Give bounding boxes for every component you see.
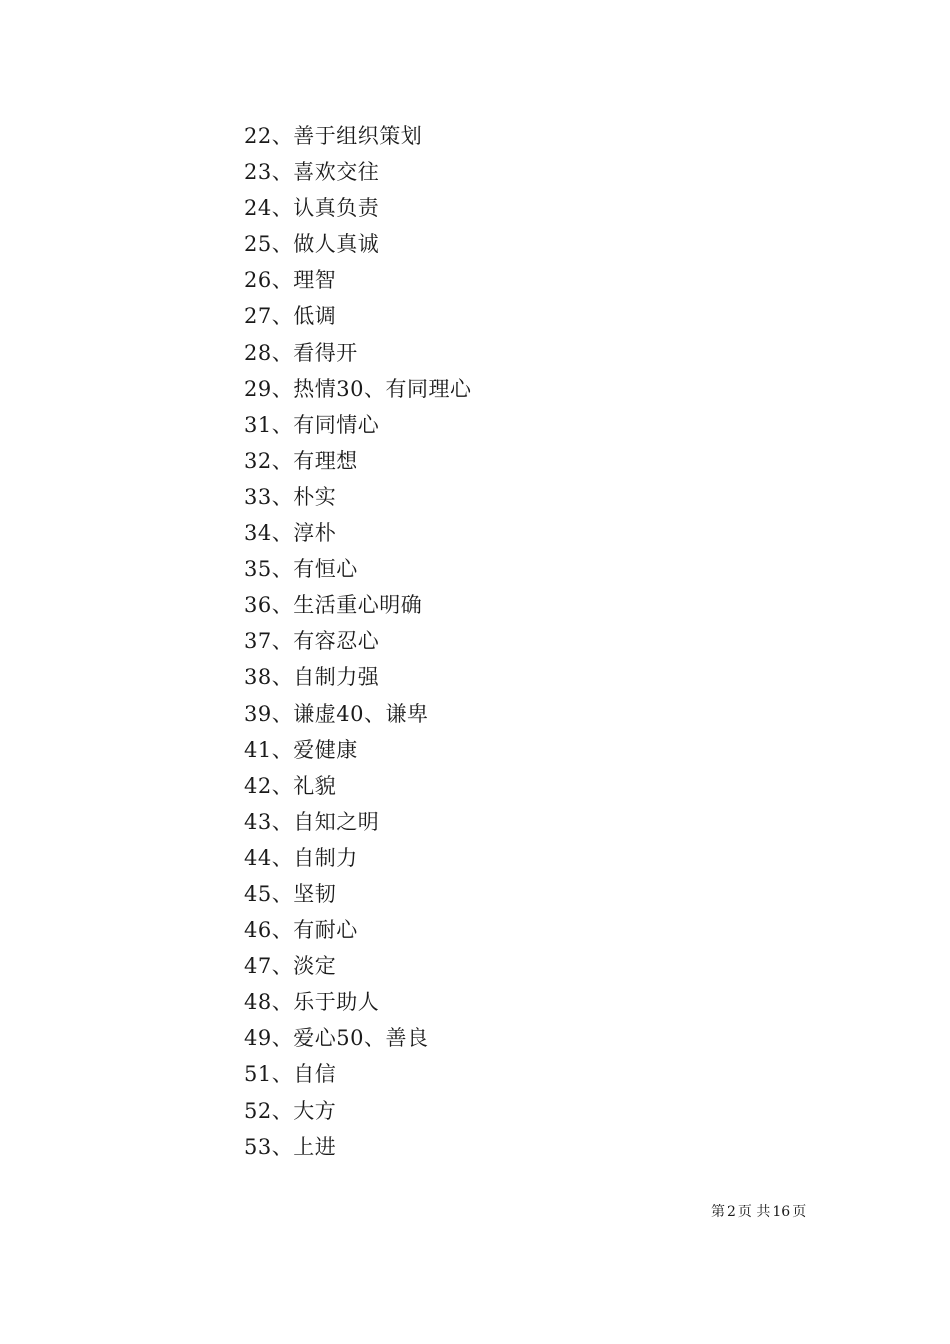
footer-suffix: 页 [792, 1204, 807, 1220]
list-item: 49、爱心50、善良 [244, 1026, 429, 1051]
list-item: 38、自制力强 [244, 665, 380, 690]
list-item: 24、认真负责 [244, 196, 380, 221]
list-item: 51、自信 [244, 1062, 337, 1087]
list-item: 23、喜欢交往 [244, 160, 380, 185]
list-item: 25、做人真诚 [244, 232, 380, 257]
list-item: 48、乐于助人 [244, 990, 380, 1015]
footer-total-pages: 16 [772, 1204, 791, 1220]
list-item: 42、礼貌 [244, 773, 337, 798]
list-item: 43、自知之明 [244, 809, 380, 834]
footer-prefix: 第 [711, 1204, 725, 1220]
list-item: 41、爱健康 [244, 737, 358, 762]
list-item: 45、坚韧 [244, 881, 337, 906]
page-number-footer [710, 1202, 807, 1222]
list-item: 53、上进 [244, 1134, 337, 1159]
footer-middle: 页 共 [737, 1204, 771, 1220]
list-item: 46、有耐心 [244, 918, 358, 943]
list-item: 31、有同情心 [244, 412, 380, 437]
list-item: 44、自制力 [244, 845, 358, 870]
list-item: 22、善于组织策划 [244, 124, 423, 148]
list-item: 29、热情30、有同理心 [244, 376, 472, 401]
trait-list [244, 118, 471, 1165]
footer-current-page: 2 [727, 1204, 736, 1220]
list-item: 28、看得开 [244, 340, 358, 365]
list-item: 36、生活重心明确 [244, 593, 423, 618]
list-item: 33、朴实 [244, 484, 337, 509]
list-item: 52、大方 [244, 1098, 337, 1123]
list-item: 32、有理想 [244, 448, 358, 473]
list-item: 26、理智 [244, 268, 337, 293]
list-item: 35、有恒心 [244, 557, 358, 582]
list-item: 27、低调 [244, 304, 337, 329]
list-item: 37、有容忍心 [244, 629, 380, 654]
list-item: 34、淳朴 [244, 521, 337, 546]
list-item: 47、淡定 [244, 954, 337, 979]
list-item: 39、谦虚40、谦卑 [244, 701, 429, 726]
